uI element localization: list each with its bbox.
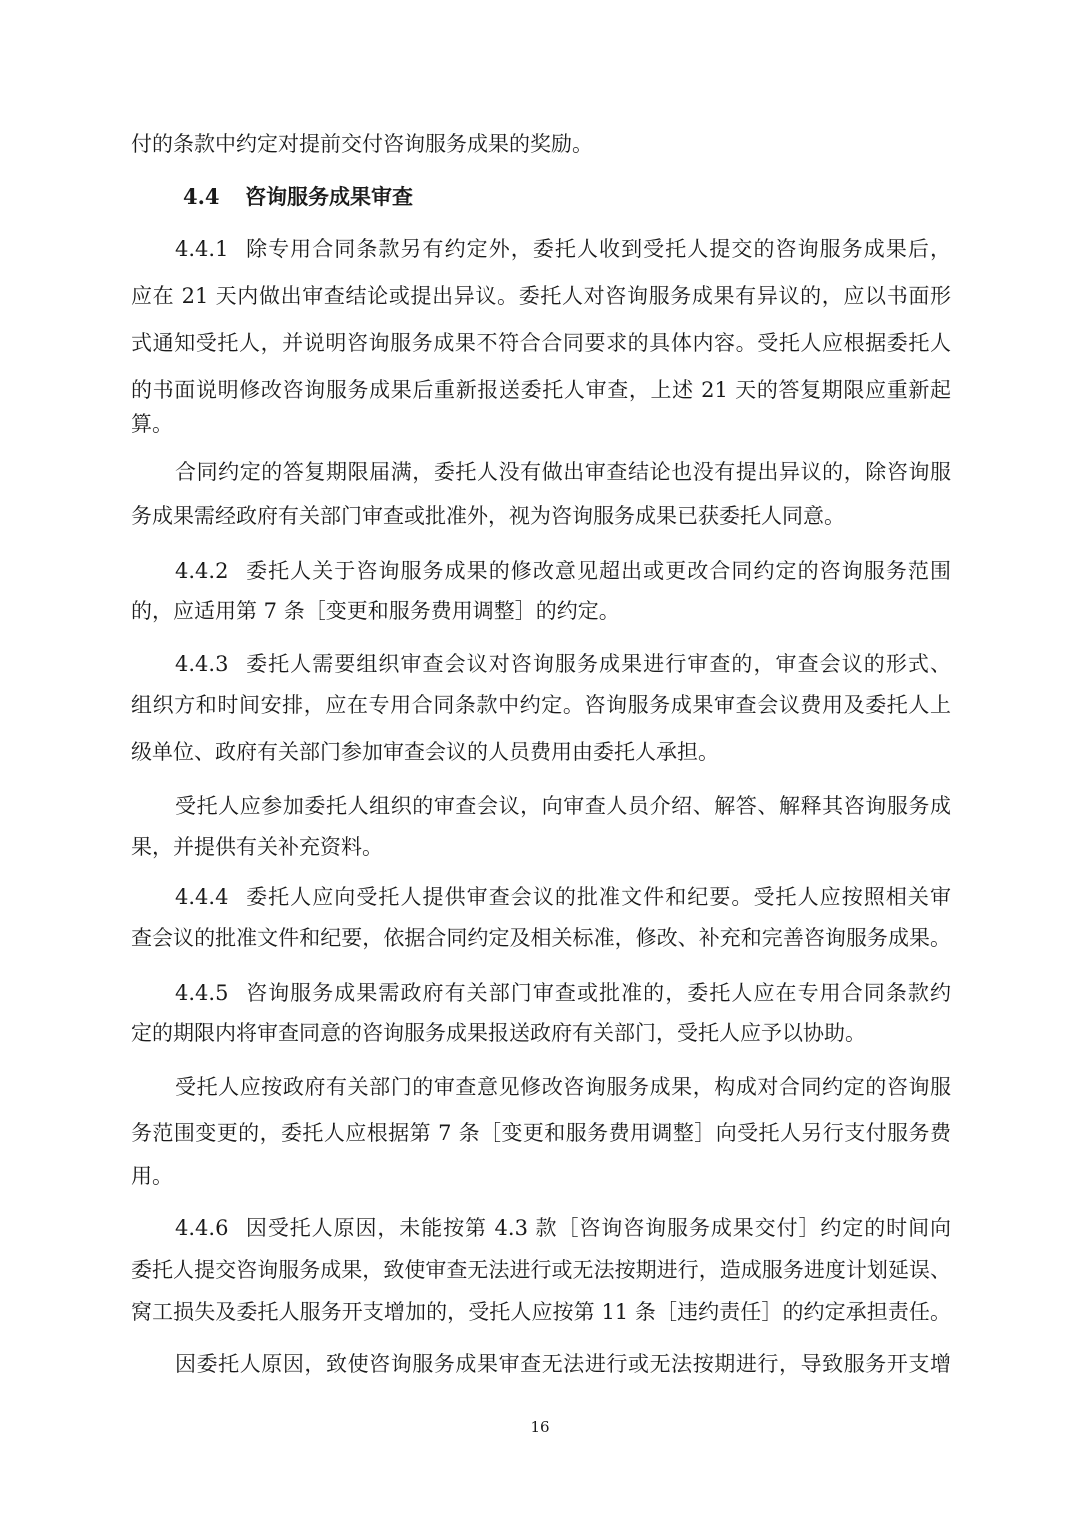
clause-line [175, 884, 951, 910]
body-line: 的书面说明修改咨询服务成果后重新报送委托人审查，上述 21 天的答复期限应重新起 [131, 378, 951, 402]
clause-number: 4.4 [183, 184, 220, 209]
body-line: 用。 [131, 1164, 173, 1188]
body-line: 因委托人原因，致使咨询服务成果审查无法进行或无法按期进行，导致服务开支增 [175, 1352, 951, 1376]
body-text: 咨询服务成果需政府有关部门审查或批准的，委托人应在专用合同条款约 [245, 981, 951, 1005]
section-heading [183, 184, 1003, 210]
body-line: 受托人应按政府有关部门的审查意见修改咨询服务成果，构成对合同约定的咨询服 [175, 1075, 951, 1099]
body-line: 付的条款中约定对提前交付咨询服务成果的奖励。 [131, 132, 593, 156]
heading-text: 咨询服务成果审查 [245, 184, 413, 209]
body-text: 委托人关于咨询服务成果的修改意见超出或更改合同约定的咨询服务范围 [245, 559, 951, 583]
body-text: 委托人需要组织审查会议对咨询服务成果进行审查的，审查会议的形式、 [245, 652, 951, 676]
body-line: 算。 [131, 412, 173, 436]
body-line: 务成果需经政府有关部门审查或批准外，视为咨询服务成果已获委托人同意。 [131, 504, 845, 528]
clause-line [175, 980, 951, 1006]
body-text: 除专用合同条款另有约定外，委托人收到受托人提交的咨询服务成果后， [245, 237, 951, 261]
body-line: 的，应适用第 7 条［变更和服务费用调整］的约定。 [131, 599, 620, 623]
clause-number: 4.4.4 [175, 885, 229, 909]
clause-number: 4.4.6 [175, 1216, 229, 1240]
body-line: 务范围变更的，委托人应根据第 7 条［变更和服务费用调整］向受托人另行支付服务费 [131, 1121, 951, 1145]
body-line: 窝工损失及委托人服务开支增加的，受托人应按第 11 条［违约责任］的约定承担责任。 [131, 1300, 951, 1324]
clause-number: 4.4.3 [175, 652, 229, 676]
clause-number: 4.4.1 [175, 237, 229, 261]
page-number: 16 [530, 1418, 550, 1436]
clause-line [175, 236, 951, 262]
body-line: 合同约定的答复期限届满，委托人没有做出审查结论也没有提出异议的，除咨询服 [175, 460, 951, 484]
clause-number: 4.4.5 [175, 981, 229, 1005]
clause-number: 4.4.2 [175, 559, 229, 583]
body-line: 定的期限内将审查同意的咨询服务成果报送政府有关部门，受托人应予以协助。 [131, 1021, 866, 1045]
clause-line [175, 1215, 951, 1241]
body-line: 果，并提供有关补充资料。 [131, 835, 383, 859]
body-line: 受托人应参加委托人组织的审查会议，向审查人员介绍、解答、解释其咨询服务成 [175, 794, 951, 818]
clause-line [175, 651, 951, 677]
body-line: 级单位、政府有关部门参加审查会议的人员费用由委托人承担。 [131, 740, 719, 764]
clause-line [175, 558, 951, 584]
body-text: 因受托人原因，未能按第 4.3 款［咨询咨询服务成果交付］约定的时间向 [245, 1216, 951, 1240]
body-text: 委托人应向受托人提供审查会议的批准文件和纪要。受托人应按照相关审 [245, 885, 951, 909]
body-line: 组织方和时间安排，应在专用合同条款中约定。咨询服务成果审查会议费用及委托人上 [131, 693, 951, 717]
body-line: 委托人提交咨询服务成果，致使审查无法进行或无法按期进行，造成服务进度计划延误、 [131, 1258, 951, 1282]
body-line: 式通知受托人，并说明咨询服务成果不符合合同要求的具体内容。受托人应根据委托人 [131, 331, 951, 355]
body-line: 应在 21 天内做出审查结论或提出异议。委托人对咨询服务成果有异议的，应以书面形 [131, 284, 951, 308]
body-line: 查会议的批准文件和纪要，依据合同约定及相关标准，修改、补充和完善咨询服务成果。 [131, 926, 951, 950]
